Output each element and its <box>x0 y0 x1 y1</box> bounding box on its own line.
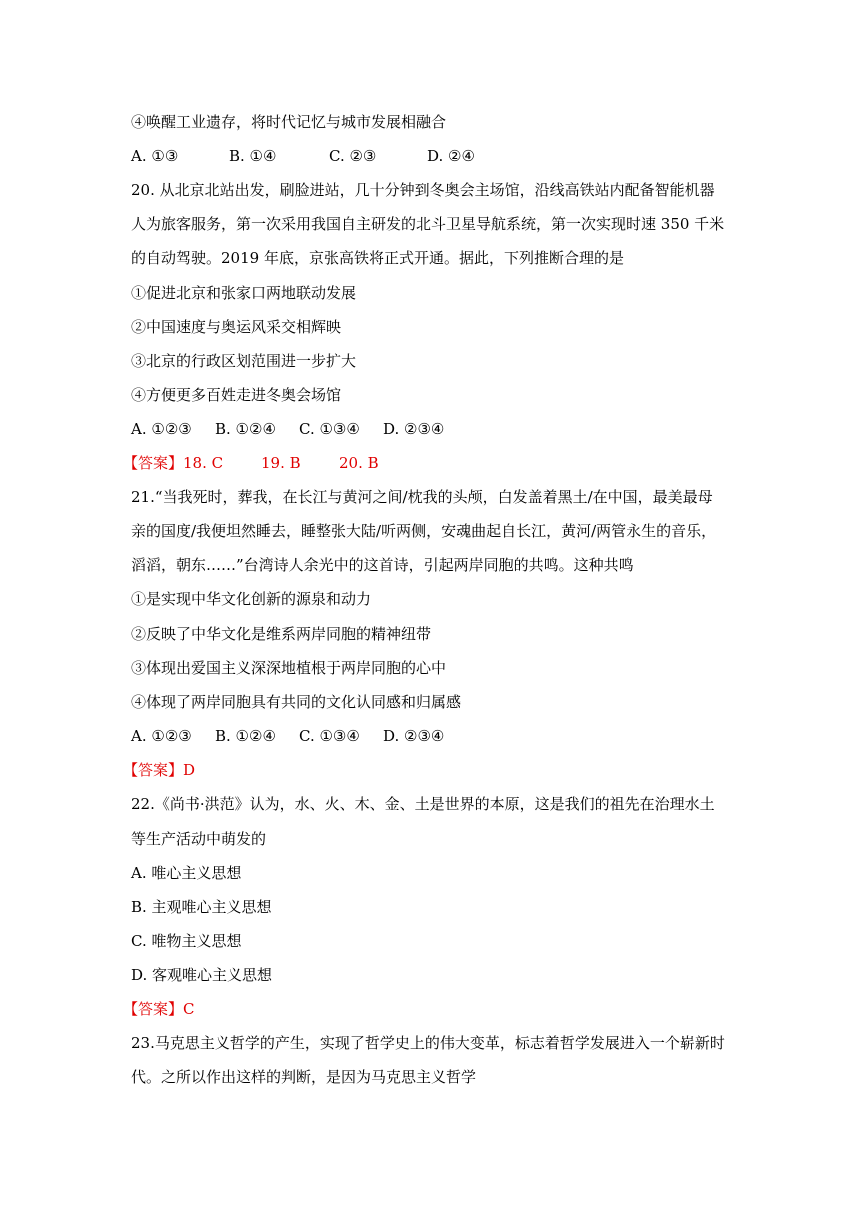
q19-choice-c: C. ②③ <box>329 147 377 165</box>
q22-choice-a: A. 唯心主义思想 <box>131 864 242 882</box>
q20-choices <box>131 419 444 439</box>
q21-choice-a: A. ①②③ <box>131 727 192 745</box>
q20-option-2: ②中国速度与奥运风采交相辉映 <box>131 318 342 336</box>
q21-stem-line-2: 亲的国度/我便坦然睡去，睡整张大陆/听两侧，安魂曲起自长江，黄河/两管永生的音乐， <box>131 522 717 540</box>
q20-choice-a: A. ①②③ <box>131 420 192 438</box>
q20-option-4: ④方便更多百姓走进冬奥会场馆 <box>131 386 342 404</box>
q20-choice-b: B. ①②④ <box>215 420 276 438</box>
q21-stem-line-1: 21.“当我死时，葬我，在长江与黄河之间/枕我的头颅，白发盖着黑土/在中国，最美最母 <box>131 488 713 506</box>
q21-stem-line-3: 滔滔，朝东……”台湾诗人余光中的这首诗，引起两岸同胞的共鸣。这种共鸣 <box>131 556 634 574</box>
q21-option-4: ④体现了两岸同胞具有共同的文化认同感和归属感 <box>131 693 462 711</box>
answer-label: 【答案】 <box>123 1000 184 1018</box>
answer-22 <box>123 999 195 1019</box>
q23-stem-line-1: 23.马克思主义哲学的产生，实现了哲学史上的伟大变革，标志着哲学发展进入一个崭新时 <box>131 1034 725 1052</box>
q22-choice-c: C. 唯物主义思想 <box>131 932 242 950</box>
q22-stem-line-1: 22.《尚书·洪范》认为，水、火、木、金、土是世界的本原，这是我们的祖先在治理水土 <box>131 795 715 813</box>
answer-20: 20. B <box>339 454 379 472</box>
q20-stem-line-2: 人为旅客服务，第一次采用我国自主研发的北斗卫星导航系统，第一次实现时速 350 千米 <box>131 215 725 233</box>
answer-21 <box>123 760 196 780</box>
q20-stem-line-1: 20. 从北京北站出发，刷脸进站，几十分钟到冬奥会主场馆，沿线高铁站内配备智能机器 <box>131 181 715 199</box>
q21-choice-b: B. ①②④ <box>215 727 276 745</box>
answer-22-value: C <box>183 1000 195 1018</box>
answer-label: 【答案】 <box>123 454 184 472</box>
q21-choice-c: C. ①③④ <box>299 727 360 745</box>
q20-choice-c: C. ①③④ <box>299 420 360 438</box>
q19-choice-d: D. ②④ <box>427 147 475 165</box>
q19-choice-a: A. ①③ <box>131 147 179 165</box>
answer-label: 【答案】 <box>123 761 184 779</box>
q20-option-3: ③北京的行政区划范围进一步扩大 <box>131 352 357 370</box>
q21-option-2: ②反映了中华文化是维系两岸同胞的精神纽带 <box>131 625 432 643</box>
answer-21-value: D <box>183 761 196 779</box>
q19-option-4: ④唤醒工业遗存，将时代记忆与城市发展相融合 <box>131 113 447 131</box>
q23-stem-line-2: 代。之所以作出这样的判断，是因为马克思主义哲学 <box>131 1068 477 1086</box>
q20-option-1: ①促进北京和张家口两地联动发展 <box>131 284 357 302</box>
q20-choice-d: D. ②③④ <box>383 420 445 438</box>
q21-option-1: ①是实现中华文化创新的源泉和动力 <box>131 590 372 608</box>
q21-choice-d: D. ②③④ <box>383 727 445 745</box>
q19-choices <box>131 146 475 166</box>
q21-choices <box>131 726 444 746</box>
q22-choice-d: D. 客观唯心主义思想 <box>131 966 273 984</box>
q21-option-3: ③体现出爱国主义深深地植根于两岸同胞的心中 <box>131 659 447 677</box>
answer-18-20 <box>123 453 379 473</box>
q22-stem-line-2: 等生产活动中萌发的 <box>131 830 267 848</box>
answer-19: 19. B <box>261 454 301 472</box>
q22-choice-b: B. 主观唯心主义思想 <box>131 898 272 916</box>
answer-18: 18. C <box>183 454 224 472</box>
q20-stem-line-3: 的自动驾驶。2019 年底，京张高铁将正式开通。据此，下列推断合理的是 <box>131 249 624 267</box>
q19-choice-b: B. ①④ <box>229 147 277 165</box>
